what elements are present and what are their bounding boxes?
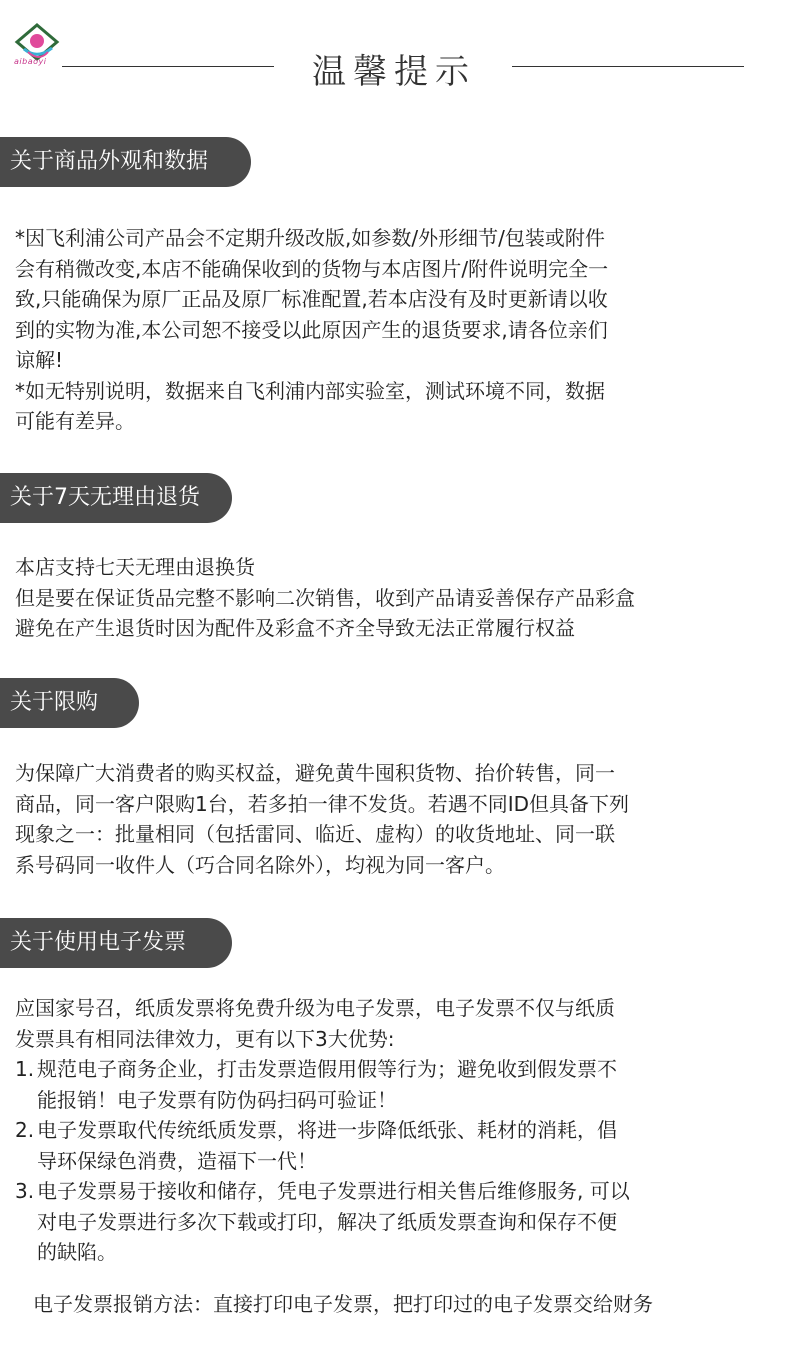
text-line: 发票具有相同法律效力，更有以下3大优势:	[15, 1026, 395, 1051]
text-line: 会有稍微改变,本店不能确保收到的货物与本店图片/附件说明完全一	[15, 256, 609, 281]
text-line: 但是要在保证货品完整不影响二次销售，收到产品请妥善保存产品彩盒	[15, 585, 635, 610]
list-item-number: 3.	[15, 1179, 35, 1203]
text-line: 电子发票取代传统纸质发票，将进一步降低纸张、耗材的消耗，倡	[37, 1118, 617, 1142]
text-line: 避免在产生退货时因为配件及彩盒不齐全导致无法正常履行权益	[15, 616, 575, 640]
text-line: 电子发票易于接收和储存，凭电子发票进行相关售后维修服务, 可以	[37, 1179, 630, 1203]
section-body-appearance	[15, 223, 775, 437]
section-heading-appearance: 关于商品外观和数据	[0, 137, 251, 187]
text-line: 为保障广大消费者的购买权益，避免黄牛囤积货物、抬价转售，同一	[15, 761, 615, 785]
section-body-returns	[15, 552, 775, 644]
text-line: 规范电子商务企业，打击发票造假用假等行为；避免收到假发票不	[37, 1057, 617, 1081]
invoice-reimbursement-note: 电子发票报销方法：直接打印电子发票，把打印过的电子发票交给财务	[33, 1292, 653, 1316]
list-item-number: 2.	[15, 1118, 35, 1142]
title-divider-right	[512, 66, 744, 67]
text-line: 到的实物为准,本公司恕不接受以此原因产生的退货要求,请各位亲们	[15, 317, 608, 342]
text-line: 现象之一：批量相同（包括雷同、临近、虚构）的收货地址、同一联	[15, 822, 615, 846]
list-item	[15, 1115, 775, 1176]
list-item	[15, 1054, 775, 1115]
text-line: 本店支持七天无理由退换货	[15, 555, 255, 579]
text-line: 的缺陷。	[37, 1240, 117, 1264]
section-heading-e-invoice: 关于使用电子发票	[0, 918, 232, 968]
text-line: 对电子发票进行多次下载或打印，解决了纸质发票查询和保存不便	[37, 1209, 617, 1234]
text-line: 致,只能确保为原厂正品及原厂标准配置,若本店没有及时更新请以收	[15, 287, 608, 311]
page-title: 温馨提示	[312, 52, 476, 92]
title-divider-left	[62, 66, 274, 67]
text-line: 商品，同一客户限购1台，若多拍一律不发货。若遇不同ID但具备下列	[15, 791, 630, 816]
text-line: 能报销！电子发票有防伪码扫码可验证！	[37, 1087, 397, 1112]
brand-logo-text: aibaoyi	[14, 57, 47, 66]
section-body-e-invoice	[15, 993, 775, 1054]
text-line: 系号码同一收件人（巧合同名除外），均视为同一客户。	[15, 852, 505, 877]
section-heading-returns: 关于7天无理由退货	[0, 473, 232, 523]
advantages-list	[15, 1054, 775, 1268]
text-line: 应国家号召，纸质发票将免费升级为电子发票，电子发票不仅与纸质	[15, 996, 615, 1020]
text-line: 可能有差异。	[15, 409, 135, 433]
text-line: 谅解!	[15, 348, 64, 372]
text-line: 导环保绿色消费，造福下一代！	[37, 1148, 317, 1173]
list-item	[15, 1176, 775, 1268]
section-heading-purchase-limit: 关于限购	[0, 678, 139, 728]
section-body-purchase-limit	[15, 758, 775, 880]
text-line: *因飞利浦公司产品会不定期升级改版,如参数/外形细节/包装或附件	[15, 226, 605, 250]
text-line: *如无特别说明，数据来自飞利浦内部实验室，测试环境不同，数据	[15, 378, 605, 403]
list-item-number: 1.	[15, 1057, 35, 1081]
